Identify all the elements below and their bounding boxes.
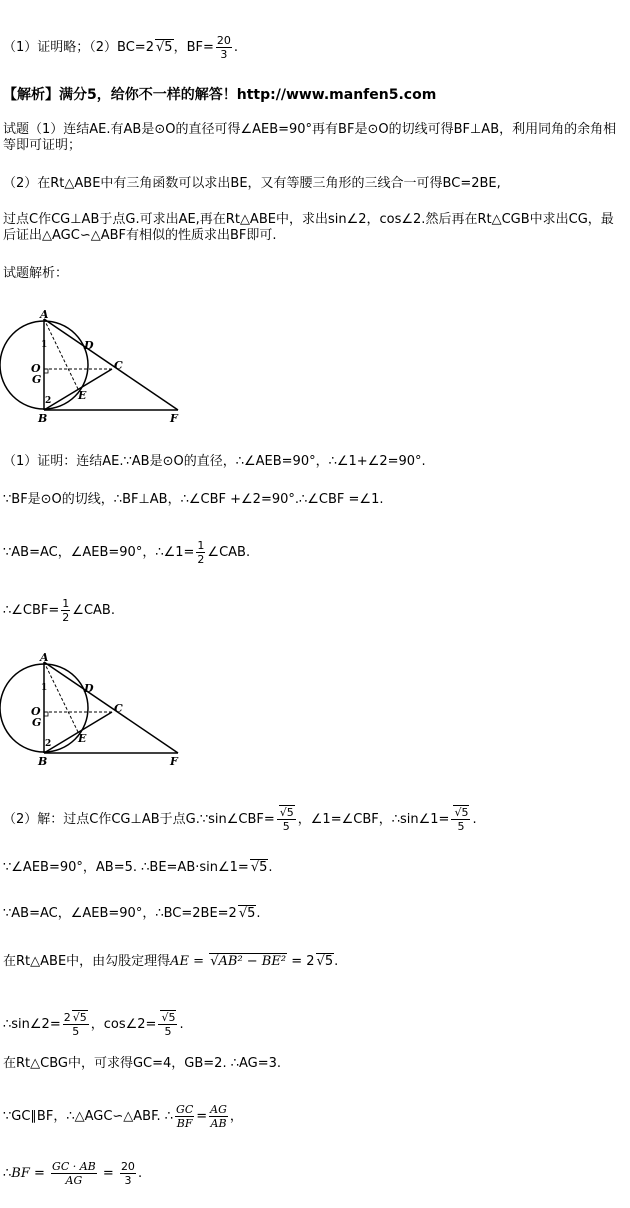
label-b: B <box>38 412 48 425</box>
half-fraction: $\frac{1}{2}$ <box>62 597 70 624</box>
segment-af <box>44 319 178 410</box>
analysis-line-2: （2）在Rt△ABE中有三角函数可以求出BE，又有等腰三角形的三线合一可得BC=2BE, <box>3 176 501 191</box>
analysis-line-1: 试题（1）连结AE.有AB是⊙O的直径可得∠AEB=90°再有BF是⊙O的切线可得BF⊥AB，利用同角的余角相等即可证明； <box>3 122 617 153</box>
sqrt-pythagoras: √AB² − BE² <box>210 954 287 969</box>
proof2-line-5: ∴sin∠2= $\frac{2 √5}{5}$ ，cos∠2= $\frac{√5}{5}$ . <box>3 1011 184 1038</box>
solution-title: 试题解析： <box>3 266 69 281</box>
bf-result-fraction: $\frac{20}{3}$ <box>120 1160 135 1187</box>
half-fraction: $\frac{1}{2}$ <box>197 539 205 566</box>
segment-ae <box>44 662 78 732</box>
label-c: C <box>114 702 123 715</box>
sqrt5-over-5: $\frac{√5}{5}$ <box>451 806 470 833</box>
proof2-line-1: （2）解：过点C作CG⊥AB于点G.∵sin∠CBF= $\frac{√5}{5}$ ，∠1=∠CBF，∴sin∠1= $\frac{√5}{5}$ . <box>3 806 477 833</box>
bc-coefficient: 2 <box>145 40 154 55</box>
label-g: G <box>32 373 42 386</box>
segment-af <box>44 662 178 753</box>
segment-ae <box>44 319 78 389</box>
label-b: B <box>38 755 48 768</box>
label-c: C <box>114 359 123 372</box>
proof2-line-8: ∴BF = $\frac{GC \cdot AB}{AG}$ = $\frac{20}{3}$ . <box>3 1160 143 1187</box>
sqrt-bc: √5 <box>155 40 173 55</box>
label-a: A <box>40 651 49 664</box>
proof2-line-2: ∵∠AEB=90°，AB=5. ∴BE=AB·sin∠1= √5. <box>3 860 273 875</box>
label-a: A <box>40 308 49 321</box>
label-f: F <box>170 755 178 768</box>
proof2-line-4: 在Rt△ABE中，由勾股定理得AE = √AB² − BE² = 2 √5. <box>3 954 339 969</box>
proof1-line-4: ∴∠CBF= $\frac{1}{2}$ ∠CAB. <box>3 597 115 624</box>
ag-ab-fraction: $\frac{AG}{AB}$ <box>210 1103 227 1130</box>
proof1-line-2: ∵BF是⊙O的切线，∴BF⊥AB，∴∠CBF +∠2=90°.∴∠CBF =∠1. <box>3 492 384 507</box>
bf-formula-fraction: $\frac{GC \cdot AB}{AG}$ <box>52 1160 96 1187</box>
bf-label: ，BF= <box>173 40 214 55</box>
sqrt-5: √5 <box>316 954 334 969</box>
sin2-fraction: $\frac{2 √5}{5}$ <box>63 1011 87 1038</box>
gc-bf-fraction: $\frac{GC}{BF}$ <box>176 1103 194 1130</box>
label-d: D <box>84 339 94 352</box>
geometry-figure-1 <box>0 305 200 430</box>
analysis-line-3: 过点C作CG⊥AB于点G.可求出AE,再在Rt△ABE中，求出sin∠2，cos∠2.然后再在Rt△CGB中求出CG，最后证出△AGC∽△ABF有相似的性质求出BF即可. <box>3 212 614 243</box>
label-angle-1: 1 <box>41 340 48 350</box>
answer-text: （1）证明略；（2）BC= <box>3 40 146 55</box>
proof1-line-3: ∵AB=AC，∠AEB=90°，∴∠1= $\frac{1}{2}$ ∠CAB. <box>3 539 251 566</box>
label-angle-1: 1 <box>41 683 48 693</box>
geometry-figure-2 <box>0 648 200 773</box>
sqrt-5: √5 <box>238 906 256 921</box>
label-d: D <box>84 682 94 695</box>
proof2-line-3: ∵AB=AC，∠AEB=90°，∴BC=2BE=2 √5. <box>3 906 261 921</box>
label-e: E <box>78 732 87 745</box>
label-angle-2: 2 <box>45 396 52 406</box>
label-f: F <box>170 412 178 425</box>
proof1-line-1: （1）证明：连结AE.∵AB是⊙O的直径，∴∠AEB=90°，∴∠1+∠2=90°. <box>3 454 426 469</box>
answer-line: （1）证明略；（2）BC=2 √5，BF= $\frac{20}{3}$ . <box>3 34 238 61</box>
sqrt-5: √5 <box>250 860 268 875</box>
label-e: E <box>78 389 87 402</box>
label-o: O <box>31 705 41 718</box>
label-angle-2: 2 <box>45 739 52 749</box>
proof2-line-7: ∵GC∥BF，∴△AGC∽△ABF. ∴ $\frac{GC}{BF}$ = $\frac{AG}{AB}$ ， <box>3 1103 243 1130</box>
label-g: G <box>32 716 42 729</box>
proof2-line-6: 在Rt△CBG中，可求得GC=4，GB=2. ∴AG=3. <box>3 1056 282 1071</box>
bf-fraction: $\frac{20}{3}$ <box>216 34 231 61</box>
cos2-fraction: $\frac{√5}{5}$ <box>158 1011 177 1038</box>
sqrt5-over-5: $\frac{√5}{5}$ <box>277 806 296 833</box>
label-o: O <box>31 362 41 375</box>
analysis-header: 【解析】满分5，给你不一样的解答！http://www.manfen5.com <box>3 87 437 103</box>
